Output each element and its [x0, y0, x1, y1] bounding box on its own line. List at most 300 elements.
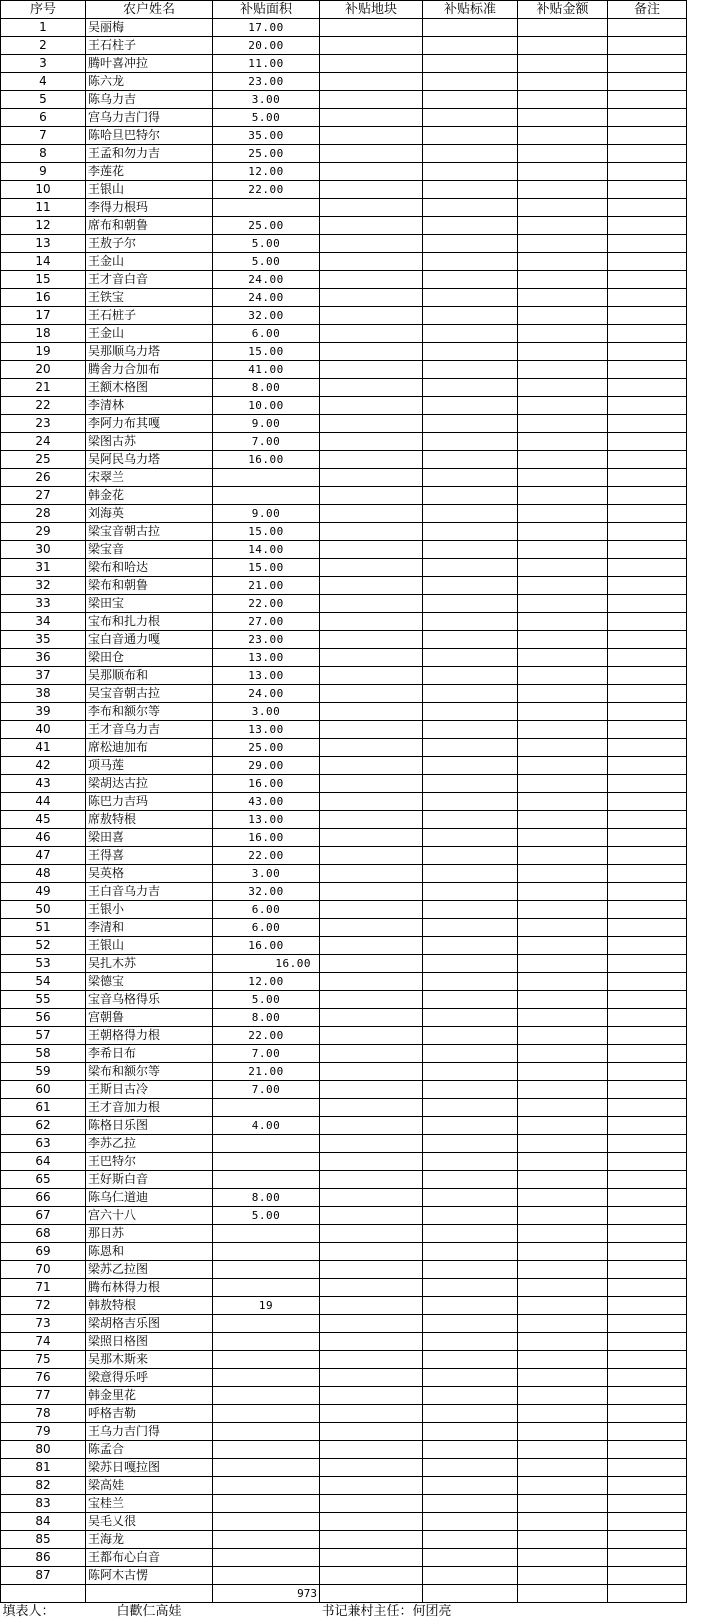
table-row: [1, 1387, 687, 1405]
row-standard: [423, 1171, 518, 1189]
row-standard: [423, 217, 518, 235]
row-standard: [423, 1459, 518, 1477]
table-row: [1, 1459, 687, 1477]
row-note: [608, 1243, 687, 1261]
table-row: [1, 829, 687, 847]
filler-name: 白歡仁高娃: [116, 1604, 182, 1619]
table-row: [1, 1009, 687, 1027]
row-plot: [320, 289, 423, 307]
row-seq: 67: [1, 1207, 86, 1225]
row-area: 4.00: [213, 1117, 320, 1135]
row-plot: [320, 235, 423, 253]
row-standard: [423, 361, 518, 379]
row-plot: [320, 1387, 423, 1405]
row-note: [608, 181, 687, 199]
row-name: 那日苏: [86, 1225, 213, 1243]
row-area: 5.00: [213, 991, 320, 1009]
row-area: 43.00: [213, 793, 320, 811]
row-standard: [423, 1387, 518, 1405]
row-seq: 53: [1, 955, 86, 973]
row-area: [213, 1279, 320, 1297]
row-amount: [518, 163, 608, 181]
row-name: 吴丽梅: [86, 19, 213, 37]
row-area: 7.00: [213, 1045, 320, 1063]
row-note: [608, 1261, 687, 1279]
table-row: [1, 307, 687, 325]
row-seq: 1: [1, 19, 86, 37]
table-row: [1, 541, 687, 559]
row-area: 35.00: [213, 127, 320, 145]
row-plot: [320, 127, 423, 145]
row-plot: [320, 1243, 423, 1261]
row-amount: [518, 757, 608, 775]
row-plot: [320, 1009, 423, 1027]
row-amount: [518, 1477, 608, 1495]
row-plot: [320, 361, 423, 379]
row-seq: 27: [1, 487, 86, 505]
row-seq: 18: [1, 325, 86, 343]
row-plot: [320, 1513, 423, 1531]
row-seq: 51: [1, 919, 86, 937]
row-name: 宝布和扎力根: [86, 613, 213, 631]
row-seq: 25: [1, 451, 86, 469]
table-row: [1, 289, 687, 307]
row-amount: [518, 1207, 608, 1225]
row-area: 25.00: [213, 145, 320, 163]
row-standard: [423, 1531, 518, 1549]
row-seq: 57: [1, 1027, 86, 1045]
table-row: [1, 595, 687, 613]
row-note: [608, 757, 687, 775]
row-note: [608, 397, 687, 415]
row-area: 12.00: [213, 973, 320, 991]
row-amount: [518, 1279, 608, 1297]
table-row: [1, 667, 687, 685]
row-standard: [423, 1081, 518, 1099]
row-seq: 15: [1, 271, 86, 289]
row-name: 梁胡达古拉: [86, 775, 213, 793]
row-standard: [423, 1369, 518, 1387]
row-name: 呼格吉勒: [86, 1405, 213, 1423]
row-area: 16.00: [213, 955, 320, 973]
row-note: [608, 289, 687, 307]
row-name: 李苏乙拉: [86, 1135, 213, 1153]
row-area: [213, 1261, 320, 1279]
row-seq: 84: [1, 1513, 86, 1531]
row-seq: 52: [1, 937, 86, 955]
row-seq: 58: [1, 1045, 86, 1063]
row-seq: 80: [1, 1441, 86, 1459]
table-row: [1, 127, 687, 145]
row-name: 王朝格得力根: [86, 1027, 213, 1045]
row-plot: [320, 109, 423, 127]
row-area: 27.00: [213, 613, 320, 631]
row-seq: 46: [1, 829, 86, 847]
row-name: 王白音乌力吉: [86, 883, 213, 901]
row-note: [608, 937, 687, 955]
row-area: 3.00: [213, 91, 320, 109]
row-plot: [320, 631, 423, 649]
row-name: 吴那木斯来: [86, 1351, 213, 1369]
row-name: 宋翠兰: [86, 469, 213, 487]
row-seq: 37: [1, 667, 86, 685]
table-row: [1, 757, 687, 775]
table-row: [1, 253, 687, 271]
table-row: [1, 685, 687, 703]
table-row: [1, 343, 687, 361]
row-plot: [320, 1063, 423, 1081]
row-standard: [423, 1477, 518, 1495]
row-seq: 8: [1, 145, 86, 163]
row-plot: [320, 1423, 423, 1441]
row-note: [608, 1477, 687, 1495]
row-note: [608, 469, 687, 487]
secretary-name: 何团亮: [412, 1604, 452, 1619]
table-row: [1, 181, 687, 199]
row-amount: [518, 1189, 608, 1207]
row-note: [608, 1315, 687, 1333]
row-standard: [423, 307, 518, 325]
row-area: 12.00: [213, 163, 320, 181]
table-row: [1, 1189, 687, 1207]
row-name: 宫六十八: [86, 1207, 213, 1225]
row-note: [608, 991, 687, 1009]
row-note: [608, 775, 687, 793]
row-name: 陈恩和: [86, 1243, 213, 1261]
table-row: [1, 1171, 687, 1189]
row-amount: [518, 523, 608, 541]
row-plot: [320, 469, 423, 487]
row-name: 韩金里花: [86, 1387, 213, 1405]
row-standard: [423, 271, 518, 289]
row-amount: [518, 487, 608, 505]
row-name: 吴阿民乌力塔: [86, 451, 213, 469]
row-plot: [320, 1171, 423, 1189]
row-plot: [320, 757, 423, 775]
row-standard: [423, 1333, 518, 1351]
table-row: [1, 1099, 687, 1117]
row-standard: [423, 919, 518, 937]
table-row: [1, 1531, 687, 1549]
table-row: [1, 1297, 687, 1315]
row-seq: 44: [1, 793, 86, 811]
table-row: [1, 1243, 687, 1261]
row-standard: [423, 415, 518, 433]
row-name: 席布和朝鲁: [86, 217, 213, 235]
table-row: [1, 1135, 687, 1153]
row-area: 21.00: [213, 1063, 320, 1081]
row-name: 席敖特根: [86, 811, 213, 829]
row-standard: [423, 703, 518, 721]
row-plot: [320, 325, 423, 343]
table-row: [1, 1549, 687, 1567]
row-note: [608, 1351, 687, 1369]
table-row: [1, 559, 687, 577]
table-row: [1, 865, 687, 883]
row-plot: [320, 595, 423, 613]
row-name: 陈孟合: [86, 1441, 213, 1459]
row-amount: [518, 883, 608, 901]
row-name: 梁宝音朝古拉: [86, 523, 213, 541]
row-amount: [518, 901, 608, 919]
row-note: [608, 685, 687, 703]
table-row: [1, 19, 687, 37]
header-note: 备注: [608, 1, 687, 19]
table-row: [1, 721, 687, 739]
row-note: [608, 451, 687, 469]
row-area: 24.00: [213, 289, 320, 307]
row-seq: 33: [1, 595, 86, 613]
row-standard: [423, 73, 518, 91]
row-plot: [320, 1405, 423, 1423]
row-amount: [518, 37, 608, 55]
table-row: [1, 739, 687, 757]
row-seq: 87: [1, 1567, 86, 1585]
row-plot: [320, 937, 423, 955]
table-row: [1, 775, 687, 793]
row-seq: 14: [1, 253, 86, 271]
row-amount: [518, 829, 608, 847]
row-plot: [320, 1045, 423, 1063]
row-plot: [320, 217, 423, 235]
row-note: [608, 1405, 687, 1423]
row-seq: 43: [1, 775, 86, 793]
row-amount: [518, 1405, 608, 1423]
row-plot: [320, 1279, 423, 1297]
row-area: [213, 487, 320, 505]
row-amount: [518, 577, 608, 595]
row-name: 梁田宝: [86, 595, 213, 613]
row-standard: [423, 1297, 518, 1315]
row-seq: 31: [1, 559, 86, 577]
table-row: [1, 55, 687, 73]
row-plot: [320, 811, 423, 829]
row-name: 梁德宝: [86, 973, 213, 991]
row-note: [608, 1333, 687, 1351]
row-standard: [423, 1099, 518, 1117]
row-note: [608, 361, 687, 379]
row-area: 22.00: [213, 595, 320, 613]
row-seq: 2: [1, 37, 86, 55]
row-standard: [423, 901, 518, 919]
row-note: [608, 631, 687, 649]
row-amount: [518, 1243, 608, 1261]
row-plot: [320, 883, 423, 901]
row-amount: [518, 1027, 608, 1045]
row-name: 王石柱子: [86, 37, 213, 55]
row-area: 19: [213, 1297, 320, 1315]
row-plot: [320, 613, 423, 631]
row-name: 梁布和哈达: [86, 559, 213, 577]
row-standard: [423, 1153, 518, 1171]
row-standard: [423, 127, 518, 145]
row-area: 15.00: [213, 343, 320, 361]
row-standard: [423, 1135, 518, 1153]
row-area: [213, 1549, 320, 1567]
row-seq: 72: [1, 1297, 86, 1315]
row-standard: [423, 955, 518, 973]
row-seq: 9: [1, 163, 86, 181]
row-amount: [518, 325, 608, 343]
row-amount: [518, 667, 608, 685]
table-row: [1, 469, 687, 487]
row-area: [213, 1513, 320, 1531]
row-seq: 85: [1, 1531, 86, 1549]
row-amount: [518, 55, 608, 73]
row-note: [608, 325, 687, 343]
row-name: 陈巴力吉玛: [86, 793, 213, 811]
total-row: [1, 1585, 687, 1603]
total-plot: [320, 1585, 423, 1603]
row-area: 6.00: [213, 325, 320, 343]
row-area: 29.00: [213, 757, 320, 775]
row-amount: [518, 307, 608, 325]
table-row: [1, 1117, 687, 1135]
row-plot: [320, 145, 423, 163]
table-row: [1, 631, 687, 649]
row-standard: [423, 847, 518, 865]
row-standard: [423, 19, 518, 37]
row-area: [213, 1459, 320, 1477]
table-row: [1, 523, 687, 541]
row-standard: [423, 649, 518, 667]
row-name: 吴宝音朝古拉: [86, 685, 213, 703]
row-plot: [320, 271, 423, 289]
row-name: 席松迪加布: [86, 739, 213, 757]
row-plot: [320, 1477, 423, 1495]
row-amount: [518, 595, 608, 613]
row-seq: 16: [1, 289, 86, 307]
table-row: [1, 649, 687, 667]
row-plot: [320, 379, 423, 397]
row-area: 8.00: [213, 1009, 320, 1027]
row-standard: [423, 523, 518, 541]
row-note: [608, 1009, 687, 1027]
row-standard: [423, 667, 518, 685]
row-standard: [423, 1423, 518, 1441]
row-seq: 64: [1, 1153, 86, 1171]
row-plot: [320, 1099, 423, 1117]
table-row: [1, 235, 687, 253]
row-standard: [423, 1207, 518, 1225]
row-plot: [320, 847, 423, 865]
table-row: [1, 1441, 687, 1459]
row-name: 梁苏日嘎拉图: [86, 1459, 213, 1477]
row-area: [213, 1351, 320, 1369]
row-amount: [518, 613, 608, 631]
row-note: [608, 1495, 687, 1513]
table-row: [1, 109, 687, 127]
row-plot: [320, 1441, 423, 1459]
row-note: [608, 307, 687, 325]
row-plot: [320, 1117, 423, 1135]
row-amount: [518, 631, 608, 649]
row-seq: 35: [1, 631, 86, 649]
table-row: [1, 703, 687, 721]
row-seq: 74: [1, 1333, 86, 1351]
row-seq: 22: [1, 397, 86, 415]
row-note: [608, 253, 687, 271]
table-row: [1, 793, 687, 811]
table-row: [1, 1261, 687, 1279]
row-area: 20.00: [213, 37, 320, 55]
filler-label: 填表人：: [2, 1604, 55, 1619]
row-seq: 50: [1, 901, 86, 919]
row-name: 李莲花: [86, 163, 213, 181]
row-area: 25.00: [213, 739, 320, 757]
signature-row: [1, 1603, 687, 1621]
row-amount: [518, 1423, 608, 1441]
row-note: [608, 127, 687, 145]
row-area: [213, 469, 320, 487]
table-row: [1, 1513, 687, 1531]
row-note: [608, 19, 687, 37]
row-amount: [518, 199, 608, 217]
table-row: [1, 955, 687, 973]
table-row: [1, 991, 687, 1009]
row-note: [608, 415, 687, 433]
row-standard: [423, 253, 518, 271]
row-plot: [320, 667, 423, 685]
row-name: 陈哈旦巴特尔: [86, 127, 213, 145]
row-area: [213, 1135, 320, 1153]
row-note: [608, 1153, 687, 1171]
table-row: [1, 1315, 687, 1333]
signature-blank-2: [608, 1603, 687, 1621]
row-seq: 86: [1, 1549, 86, 1567]
row-standard: [423, 1225, 518, 1243]
table-row: [1, 613, 687, 631]
row-note: [608, 1135, 687, 1153]
row-amount: [518, 181, 608, 199]
row-name: 李布和额尔等: [86, 703, 213, 721]
row-seq: 42: [1, 757, 86, 775]
row-name: 王乌力吉门得: [86, 1423, 213, 1441]
row-note: [608, 703, 687, 721]
row-name: 梁照日格图: [86, 1333, 213, 1351]
row-seq: 83: [1, 1495, 86, 1513]
row-note: [608, 91, 687, 109]
table-row: [1, 325, 687, 343]
total-name: [86, 1585, 213, 1603]
row-amount: [518, 1315, 608, 1333]
row-amount: [518, 847, 608, 865]
row-amount: [518, 1225, 608, 1243]
row-seq: 5: [1, 91, 86, 109]
row-area: 16.00: [213, 829, 320, 847]
row-amount: [518, 865, 608, 883]
row-standard: [423, 91, 518, 109]
row-area: 13.00: [213, 667, 320, 685]
row-amount: [518, 973, 608, 991]
row-note: [608, 919, 687, 937]
row-standard: [423, 721, 518, 739]
row-area: 6.00: [213, 919, 320, 937]
row-plot: [320, 1567, 423, 1585]
row-name: 陈阿木古愣: [86, 1567, 213, 1585]
row-standard: [423, 505, 518, 523]
table-row: [1, 199, 687, 217]
row-area: 5.00: [213, 109, 320, 127]
row-area: [213, 1477, 320, 1495]
row-name: 项马莲: [86, 757, 213, 775]
row-amount: [518, 1387, 608, 1405]
row-seq: 41: [1, 739, 86, 757]
row-note: [608, 1369, 687, 1387]
row-seq: 71: [1, 1279, 86, 1297]
row-seq: 32: [1, 577, 86, 595]
row-amount: [518, 541, 608, 559]
